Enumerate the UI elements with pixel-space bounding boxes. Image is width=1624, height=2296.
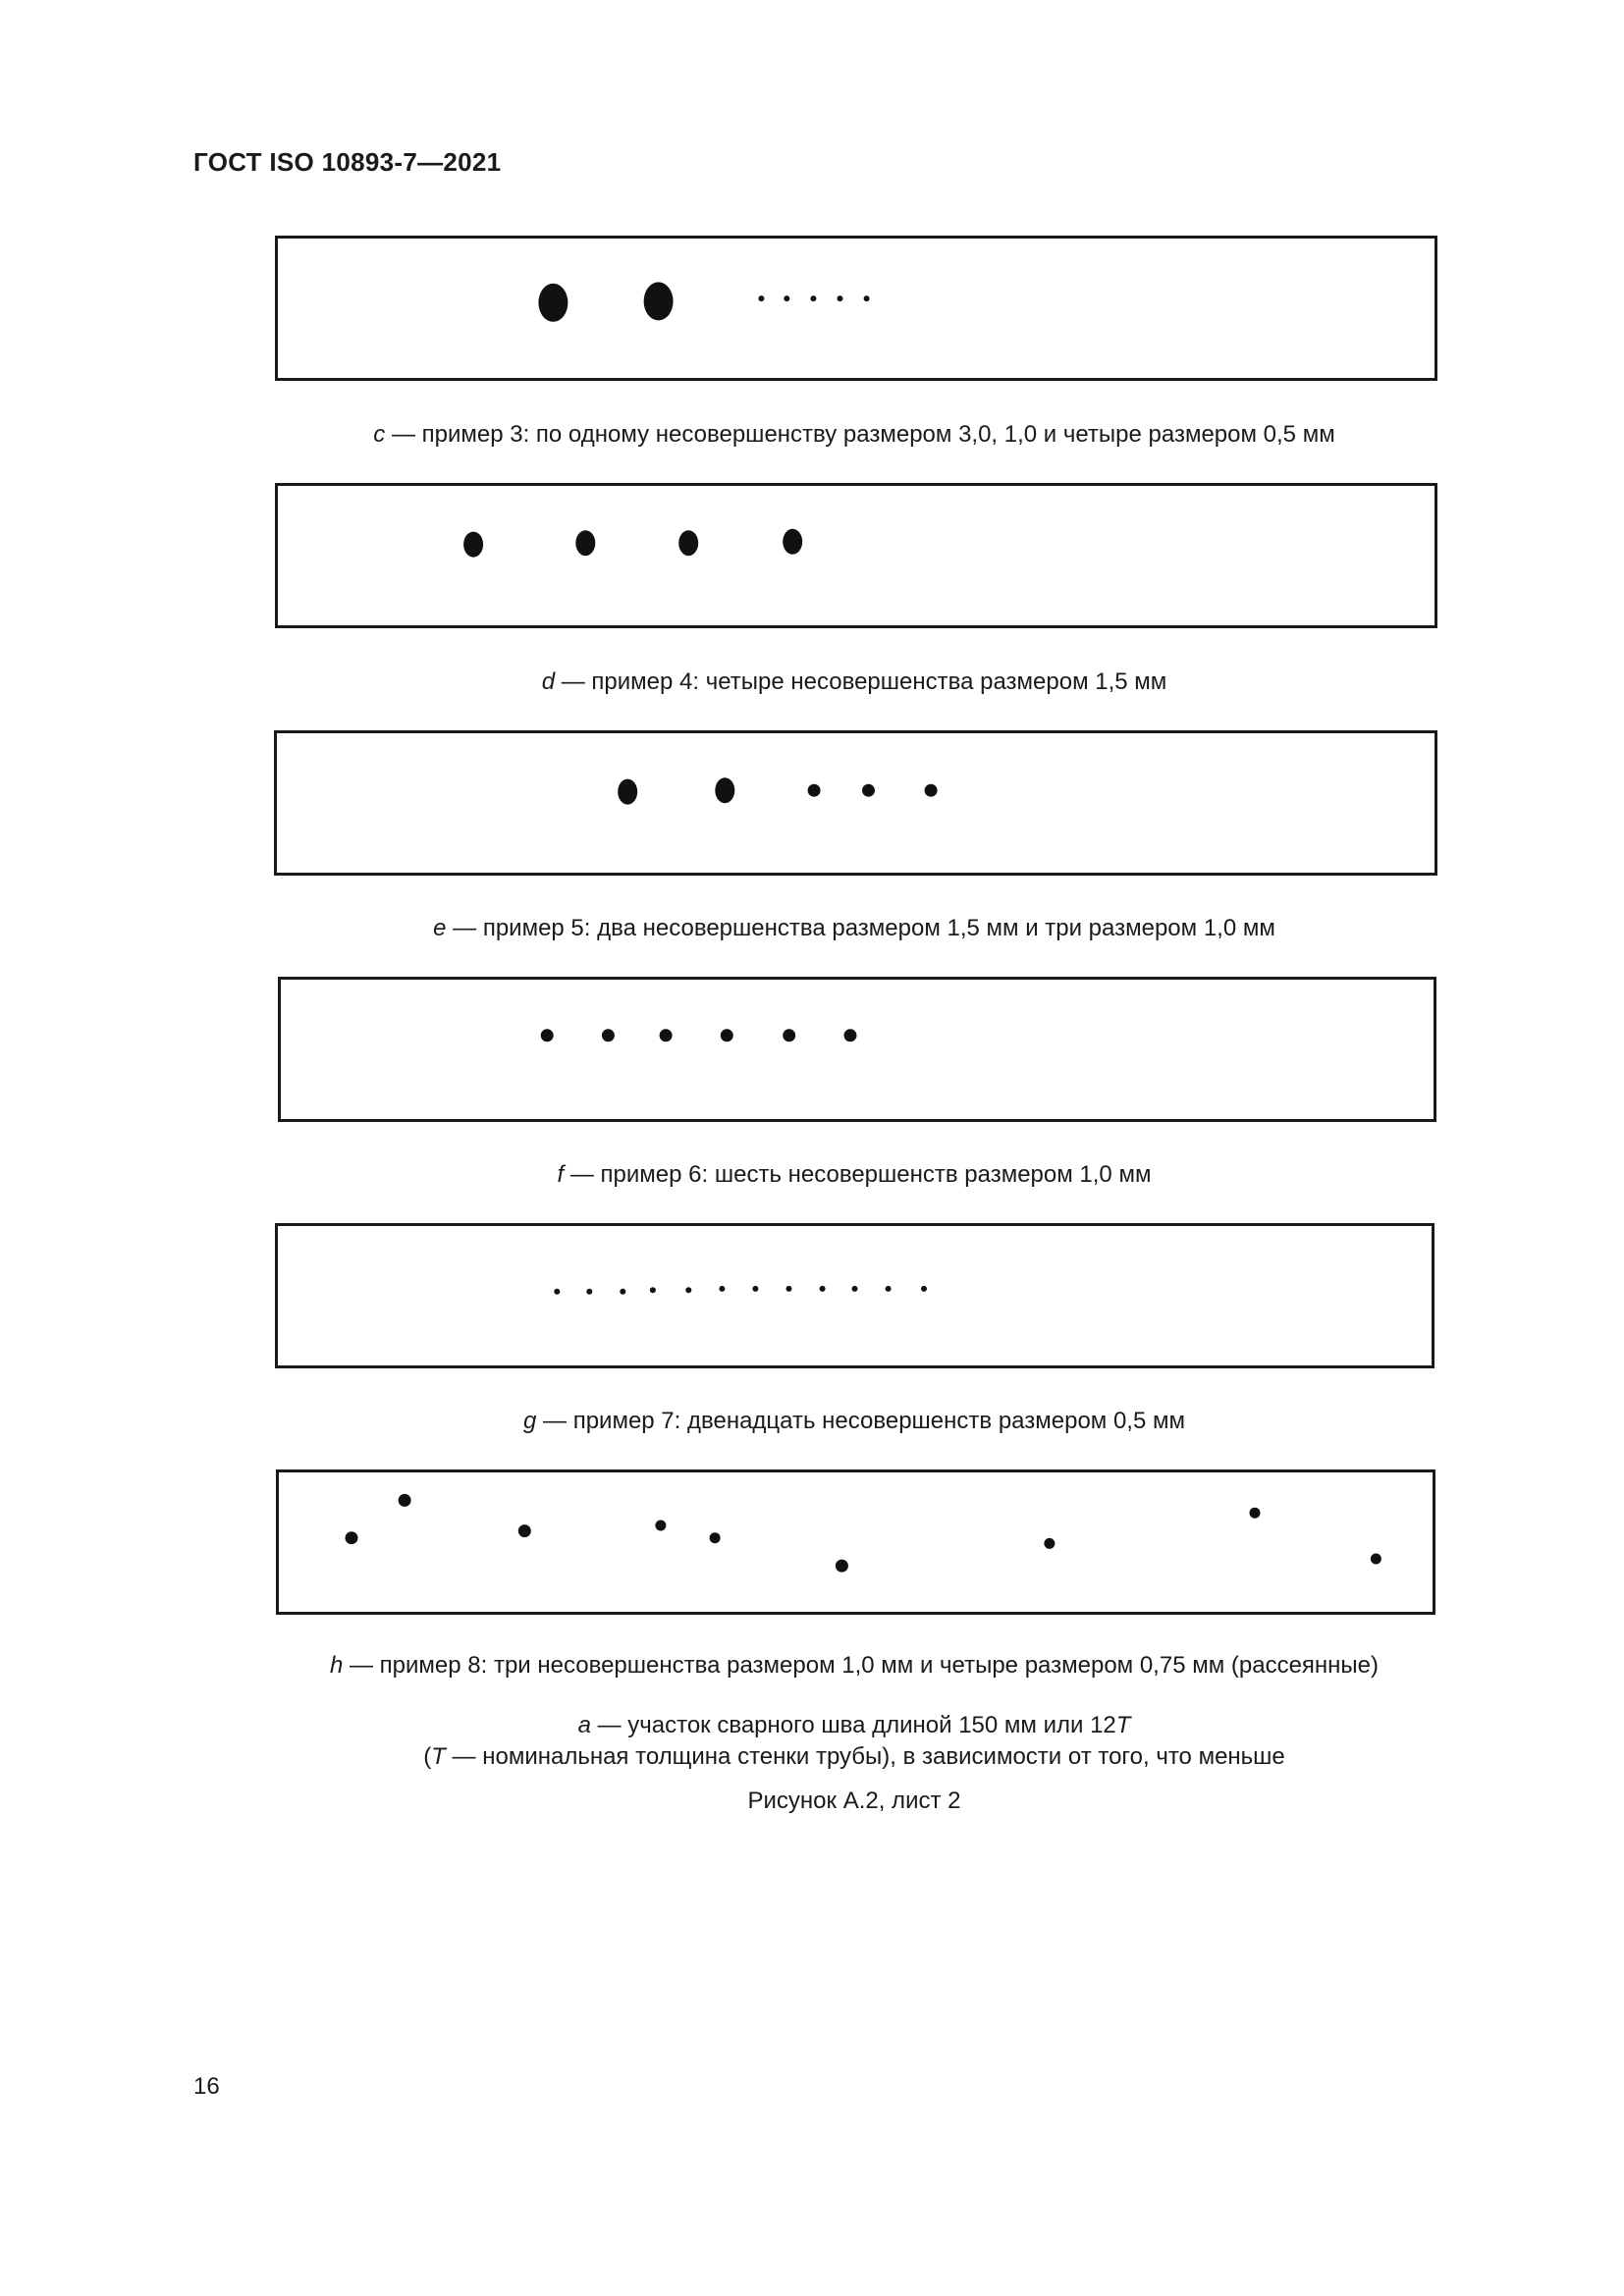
defect-dots-h xyxy=(279,1472,1433,1612)
defect-dot-e-3 xyxy=(808,784,821,797)
defect-dots-d xyxy=(278,486,1435,625)
defect-dots-c xyxy=(278,239,1435,378)
weld-panel-g xyxy=(275,1223,1435,1368)
defect-dot-c-6 xyxy=(838,295,843,301)
caption-c: c — пример 3: по одному несовершенству размером 3,0, 1,0 и четыре размером 0,5 мм xyxy=(373,421,1335,448)
defect-dot-h-7 xyxy=(1044,1538,1055,1549)
defect-dot-f-2 xyxy=(602,1029,615,1041)
defect-dot-h-8 xyxy=(1250,1508,1261,1519)
defect-dot-g-3 xyxy=(620,1289,625,1295)
defect-dot-e-4 xyxy=(862,784,875,797)
defect-dot-g-11 xyxy=(886,1286,892,1292)
caption-f: f — пример 6: шесть несовершенств размером 1,0 мм xyxy=(557,1161,1152,1188)
defect-dot-g-1 xyxy=(554,1289,560,1295)
defect-dot-c-4 xyxy=(784,295,789,301)
defect-dot-g-12 xyxy=(921,1286,927,1292)
page-number: 16 xyxy=(193,2073,220,2100)
defect-dot-h-5 xyxy=(710,1532,721,1543)
figure-title: Рисунок А.2, лист 2 xyxy=(747,1788,961,1814)
defect-dot-h-6 xyxy=(836,1560,848,1573)
legend-line-2: (T — номинальная толщина стенки трубы), в зависимости от того, что меньше xyxy=(423,1743,1285,1770)
defect-dot-f-4 xyxy=(721,1029,733,1041)
weld-panel-f xyxy=(278,977,1436,1122)
defect-dots-g xyxy=(278,1226,1432,1365)
defect-dot-f-6 xyxy=(844,1029,857,1041)
defect-dot-h-2 xyxy=(399,1494,411,1507)
caption-d: d — пример 4: четыре несовершенства размером 1,5 мм xyxy=(541,668,1167,695)
weld-panel-c xyxy=(275,236,1437,381)
defect-dot-d-3 xyxy=(678,530,698,556)
defect-dot-e-1 xyxy=(618,779,637,805)
defect-dot-g-9 xyxy=(820,1286,826,1292)
defect-dot-d-4 xyxy=(783,529,802,555)
defect-dots-e xyxy=(277,733,1435,873)
defect-dot-g-10 xyxy=(852,1286,858,1292)
defect-dot-c-7 xyxy=(864,295,870,301)
document-header: ГОСТ ISO 10893-7—2021 xyxy=(193,147,502,177)
defect-dot-d-2 xyxy=(575,530,595,556)
defect-dot-h-9 xyxy=(1371,1554,1381,1565)
defect-dot-c-2 xyxy=(644,282,674,320)
defect-dot-g-5 xyxy=(685,1287,691,1293)
defect-dot-h-4 xyxy=(655,1521,666,1531)
weld-panel-h xyxy=(276,1469,1435,1615)
defect-dot-g-7 xyxy=(752,1286,758,1292)
defect-dot-h-1 xyxy=(346,1531,358,1544)
defect-dots-f xyxy=(281,980,1434,1119)
defect-dot-f-5 xyxy=(783,1029,795,1041)
defect-dot-c-1 xyxy=(538,284,568,322)
weld-panel-e xyxy=(274,730,1437,876)
defect-dot-e-2 xyxy=(715,777,734,803)
defect-dot-f-1 xyxy=(541,1029,554,1041)
defect-dot-g-4 xyxy=(650,1287,656,1293)
defect-dot-d-1 xyxy=(463,532,483,558)
defect-dot-f-3 xyxy=(660,1029,673,1041)
defect-dot-h-3 xyxy=(518,1524,531,1537)
legend-line-1: a — участок сварного шва длиной 150 мм или 12T xyxy=(577,1712,1131,1738)
defect-dot-c-5 xyxy=(810,295,816,301)
defect-dot-g-8 xyxy=(786,1286,792,1292)
caption-h: h — пример 8: три несовершенства размером 1,0 мм и четыре размером 0,75 мм (рассеянные) xyxy=(329,1652,1380,1679)
caption-g: g — пример 7: двенадцать несовершенств размером 0,5 мм xyxy=(523,1408,1185,1434)
weld-panel-d xyxy=(275,483,1437,628)
defect-dot-g-6 xyxy=(719,1286,725,1292)
defect-dot-e-5 xyxy=(925,784,938,797)
caption-e: e — пример 5: два несовершенства размером 1,5 мм и три размером 1,0 мм xyxy=(433,915,1275,941)
defect-dot-g-2 xyxy=(586,1289,592,1295)
defect-dot-c-3 xyxy=(758,295,764,301)
